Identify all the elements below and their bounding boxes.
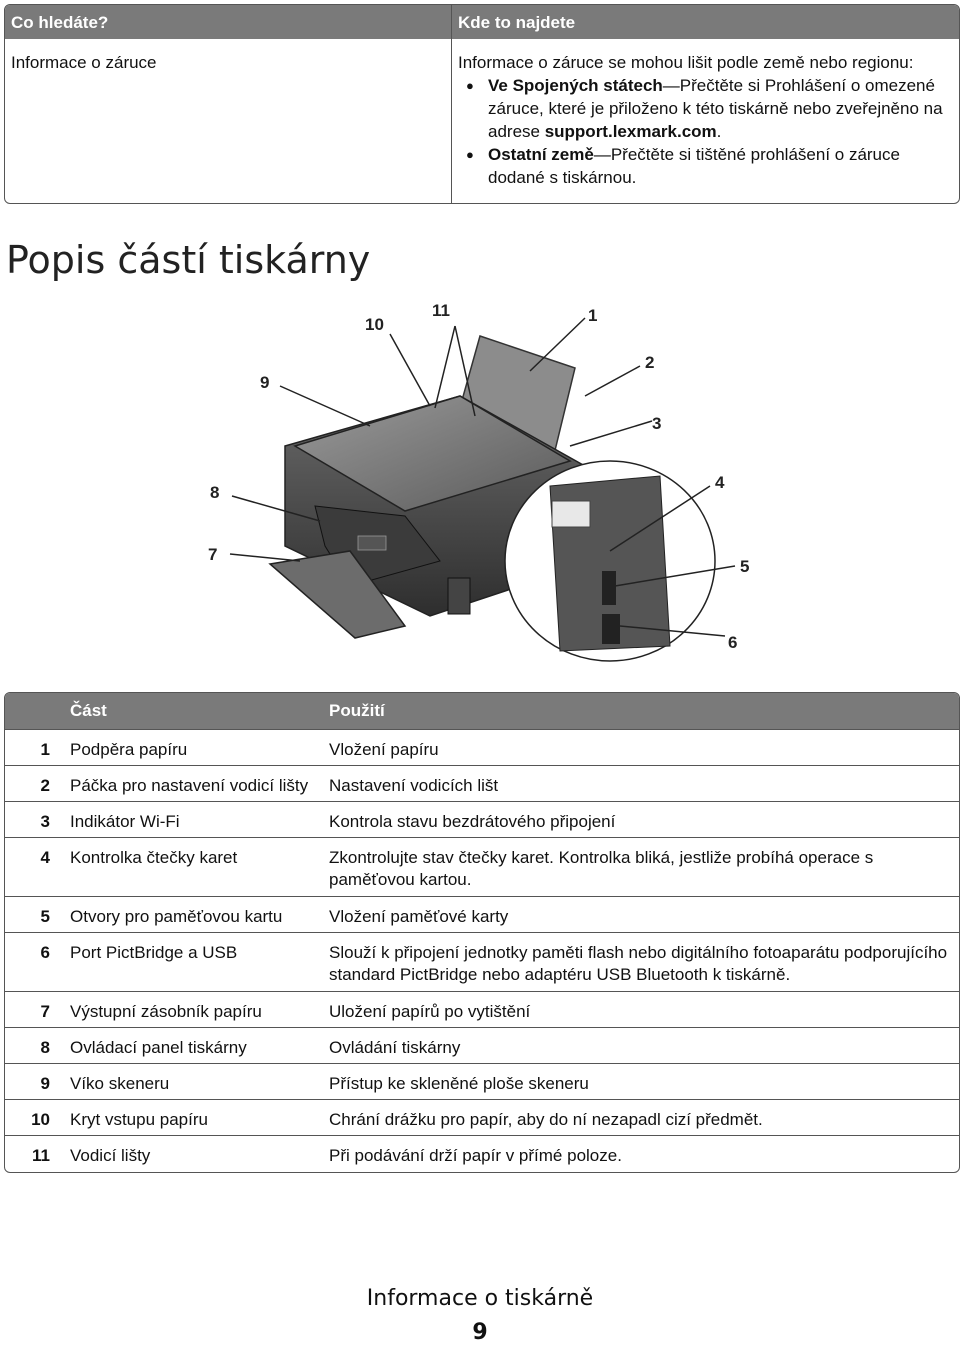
part-number: 1	[40, 740, 50, 759]
part-name: Podpěra papíru	[70, 740, 188, 759]
part-name: Otvory pro paměťovou kartu	[70, 907, 283, 926]
callout-8: 8	[210, 483, 220, 502]
parts-table	[4, 692, 960, 1173]
us-label: Ve Spojených státech	[488, 76, 663, 95]
part-name: Kryt vstupu papíru	[70, 1110, 208, 1129]
footer-chapter-title: Informace o tiskárně	[366, 1286, 594, 1311]
info-table-row	[5, 39, 959, 203]
table-row	[5, 729, 959, 765]
callout-6: 6	[728, 633, 738, 652]
other-label: Ostatní země	[488, 145, 594, 164]
card-slot	[602, 571, 616, 605]
callout-7: 7	[208, 545, 218, 564]
header-part: Část	[70, 701, 107, 720]
part-number: 5	[40, 907, 50, 926]
part-number: 4	[40, 848, 50, 867]
callout-11: 11	[432, 301, 450, 320]
callout-2: 2	[645, 353, 655, 372]
callout-3: 3	[652, 414, 662, 433]
us-end: .	[716, 122, 722, 141]
part-use: Chrání drážku pro papír, aby do ní nezapadl cizí předmět.	[329, 1110, 763, 1129]
part-use: Uložení papírů po vytištění	[329, 1002, 531, 1021]
warranty-item-us	[458, 74, 953, 143]
part-name: Výstupní zásobník papíru	[70, 1002, 262, 1021]
other-text: —Přečtěte si tištěné prohlášení o záruce dodané s tiskárnou.	[488, 145, 900, 187]
table-row	[5, 1063, 959, 1099]
part-name: Indikátor Wi-Fi	[70, 812, 180, 831]
warranty-description	[451, 39, 959, 203]
part-number: 6	[40, 943, 50, 962]
header-what: Co hledáte?	[11, 13, 109, 32]
callout-10: 10	[365, 315, 384, 334]
info-table-header	[5, 5, 959, 39]
section-title: Popis částí tiskárny	[6, 238, 371, 282]
table-row	[5, 1135, 959, 1172]
part-use: Vložení papíru	[329, 740, 439, 759]
callout-5: 5	[740, 557, 750, 576]
part-number: 2	[40, 776, 50, 795]
warranty-label: Informace o záruce	[11, 53, 157, 72]
parts-table-header	[5, 693, 959, 729]
callout-4: 4	[715, 473, 725, 492]
card-area	[448, 578, 470, 614]
wifi-indicator	[552, 501, 590, 527]
part-name: Port PictBridge a USB	[70, 943, 238, 962]
part-number: 7	[40, 1002, 50, 1021]
info-table	[4, 4, 960, 204]
part-use: Ovládání tiskárny	[329, 1038, 461, 1057]
table-row	[5, 765, 959, 801]
header-use: Použití	[329, 701, 385, 720]
part-use: Při podávání drží papír v přímé poloze.	[329, 1146, 622, 1165]
part-name: Kontrolka čtečky karet	[70, 848, 238, 867]
part-use: Slouží k připojení jednotky paměti flash nebo digitálního fotoaparátu podporujícího standard PictBridge nebo adaptéru USB Bluetooth k tiskárně.	[329, 943, 948, 984]
display-window	[358, 536, 386, 550]
table-row	[5, 801, 959, 837]
table-row	[5, 932, 959, 991]
support-link[interactable]: support.lexmark.com	[544, 122, 717, 141]
printer-illustration	[190, 296, 770, 666]
part-use: Zkontrolujte stav čtečky karet. Kontrolka bliká, jestliže probíhá operace s paměťovou kartou.	[329, 848, 874, 889]
part-name: Páčka pro nastavení vodicí lišty	[70, 776, 309, 795]
part-use: Přístup ke skleněné ploše skeneru	[329, 1074, 589, 1093]
table-row	[5, 1027, 959, 1063]
part-number: 11	[32, 1146, 50, 1165]
table-row	[5, 837, 959, 896]
warranty-list	[458, 74, 953, 189]
part-name: Víko skeneru	[70, 1074, 170, 1093]
part-use: Vložení paměťové karty	[329, 907, 509, 926]
part-name: Ovládací panel tiskárny	[70, 1038, 247, 1057]
us-text: —Přečtěte si Prohlášení o omezené záruce, které je přiloženo k této tiskárně nebo zveřejněno na adrese	[488, 76, 943, 141]
warranty-item-other	[458, 143, 953, 189]
part-number: 8	[40, 1038, 50, 1057]
part-number: 9	[40, 1074, 50, 1093]
callout-1: 1	[588, 306, 598, 325]
callout-9: 9	[260, 373, 270, 392]
part-number: 3	[40, 812, 50, 831]
part-number: 10	[31, 1110, 50, 1129]
table-row	[5, 991, 959, 1027]
part-use: Kontrola stavu bezdrátového připojení	[329, 812, 616, 831]
header-where: Kde to najdete	[451, 5, 959, 39]
table-row	[5, 896, 959, 932]
page-number: 9	[472, 1320, 488, 1345]
part-name: Vodicí lišty	[70, 1146, 151, 1165]
part-use: Nastavení vodicích lišt	[329, 776, 499, 795]
usb-port	[602, 614, 620, 644]
warranty-intro: Informace o záruce se mohou lišit podle země nebo regionu:	[458, 53, 914, 72]
table-row	[5, 1099, 959, 1135]
